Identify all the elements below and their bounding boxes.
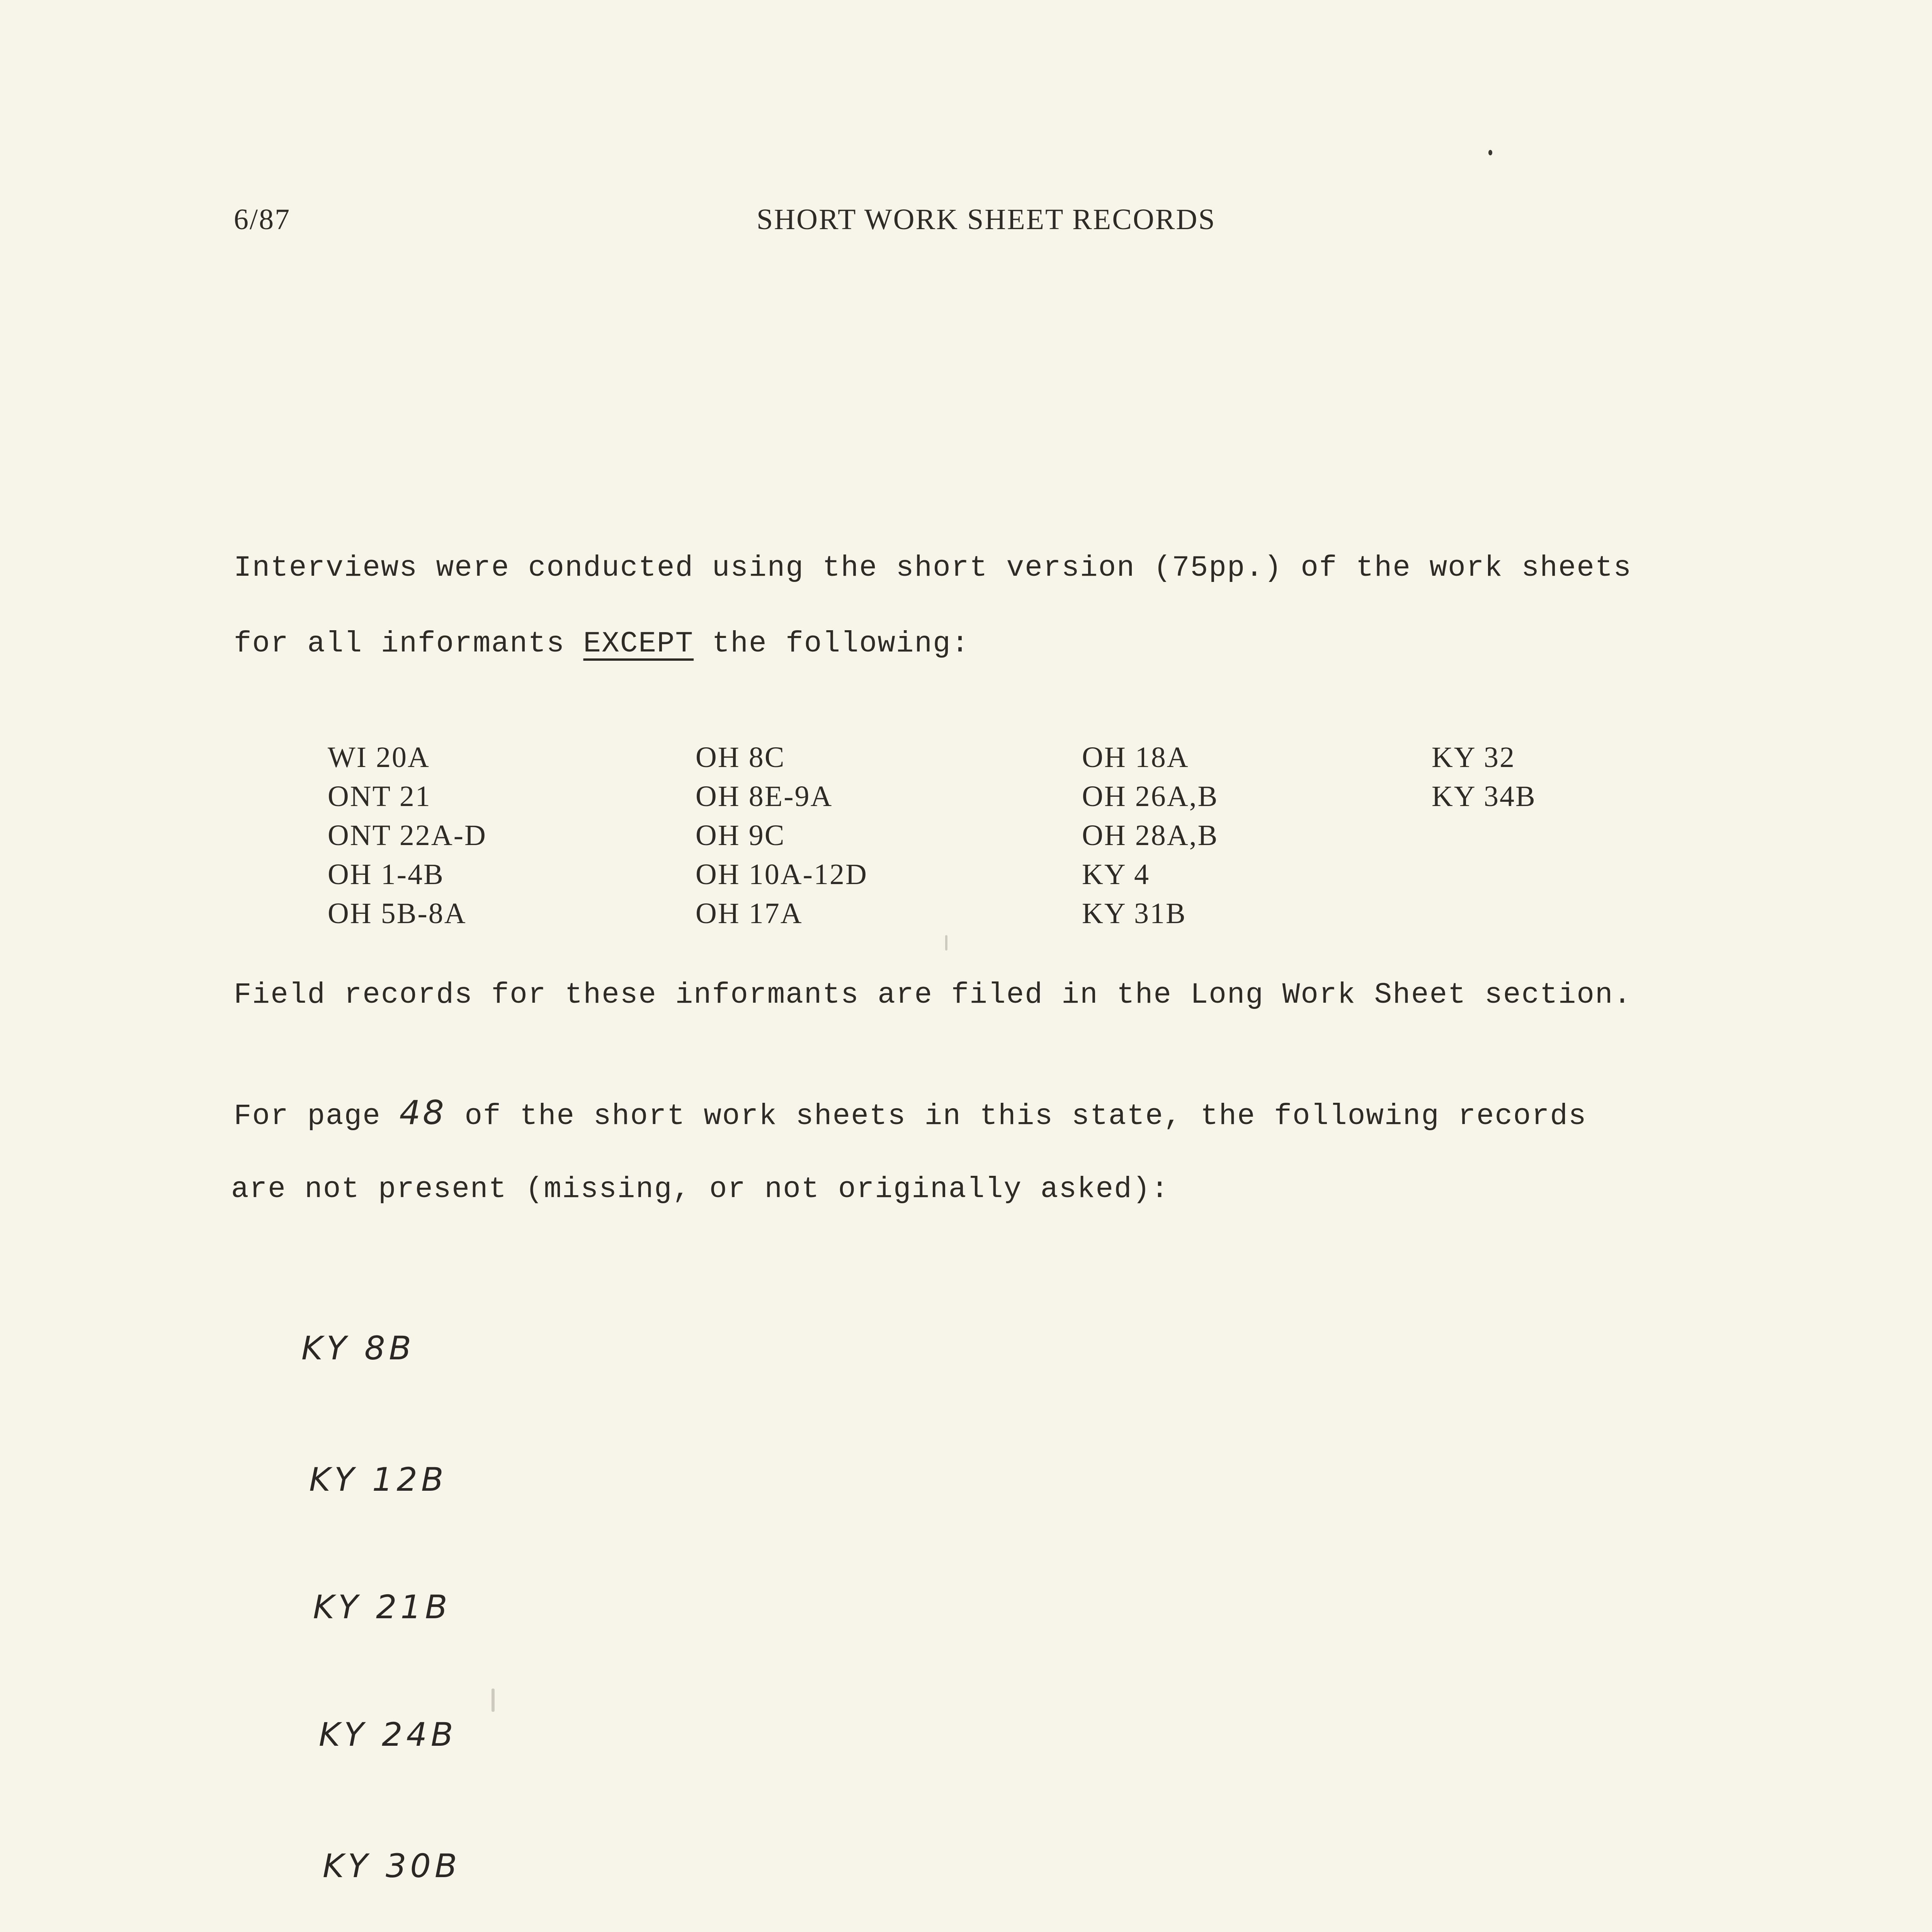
exception-item: KY 31B — [1082, 897, 1187, 930]
exception-item: OH 9C — [696, 819, 786, 852]
exceptions-column-4 — [1432, 738, 1536, 816]
exception-item: ONT 22A-D — [328, 819, 487, 852]
exceptions-column-3 — [1082, 738, 1218, 933]
missing-record: KY 24B — [319, 1716, 457, 1753]
exception-item: OH 17A — [696, 897, 803, 930]
exception-item: OH 5B-8A — [328, 897, 467, 930]
document-title: SHORT WORK SHEET RECORDS — [757, 203, 1216, 236]
field-records-note: Field records for these informants are filed in the Long Work Sheet section. — [234, 978, 1632, 1012]
missing-record: KY 8B — [301, 1329, 415, 1367]
paper-speck — [492, 1689, 495, 1712]
intro-line-2-start: for all informants — [234, 627, 583, 660]
exception-item: KY 34B — [1432, 780, 1536, 813]
handwritten-page-number: 48 — [399, 1094, 446, 1132]
intro-line-2 — [234, 624, 969, 663]
exception-item: OH 10A-12D — [696, 858, 868, 891]
missing-record: KY 21B — [313, 1588, 451, 1626]
page-note-end: of the short work sheets in this state, the following records — [446, 1100, 1587, 1133]
intro-line-1: Interviews were conducted using the short version (75pp.) of the work sheets — [234, 551, 1632, 585]
exception-item: ONT 21 — [328, 780, 431, 813]
missing-record: KY 12B — [309, 1461, 447, 1498]
document-date: 6/87 — [234, 203, 291, 236]
exceptions-column-1 — [328, 738, 487, 933]
page-note-line-1 — [234, 1094, 1587, 1136]
paper-speck — [1488, 150, 1492, 155]
exception-item: KY 4 — [1082, 858, 1150, 891]
exception-item: OH 8C — [696, 741, 786, 774]
page-note-line-2: are not present (missing, or not originally asked): — [231, 1173, 1169, 1206]
page-note-start: For page — [234, 1100, 400, 1133]
exception-item: OH 8E-9A — [696, 780, 833, 813]
intro-line-2-end: the following: — [694, 627, 970, 660]
paper-speck — [945, 935, 947, 951]
exception-item: WI 20A — [328, 741, 430, 774]
exceptions-column-2 — [696, 738, 868, 933]
except-emphasis: EXCEPT — [583, 627, 694, 660]
exception-item: OH 1-4B — [328, 858, 444, 891]
exception-item: OH 26A,B — [1082, 780, 1219, 813]
missing-record: KY 30B — [323, 1847, 461, 1885]
exception-item: KY 32 — [1432, 741, 1515, 774]
exception-item: OH 28A,B — [1082, 819, 1219, 852]
exception-item: OH 18A — [1082, 741, 1189, 774]
